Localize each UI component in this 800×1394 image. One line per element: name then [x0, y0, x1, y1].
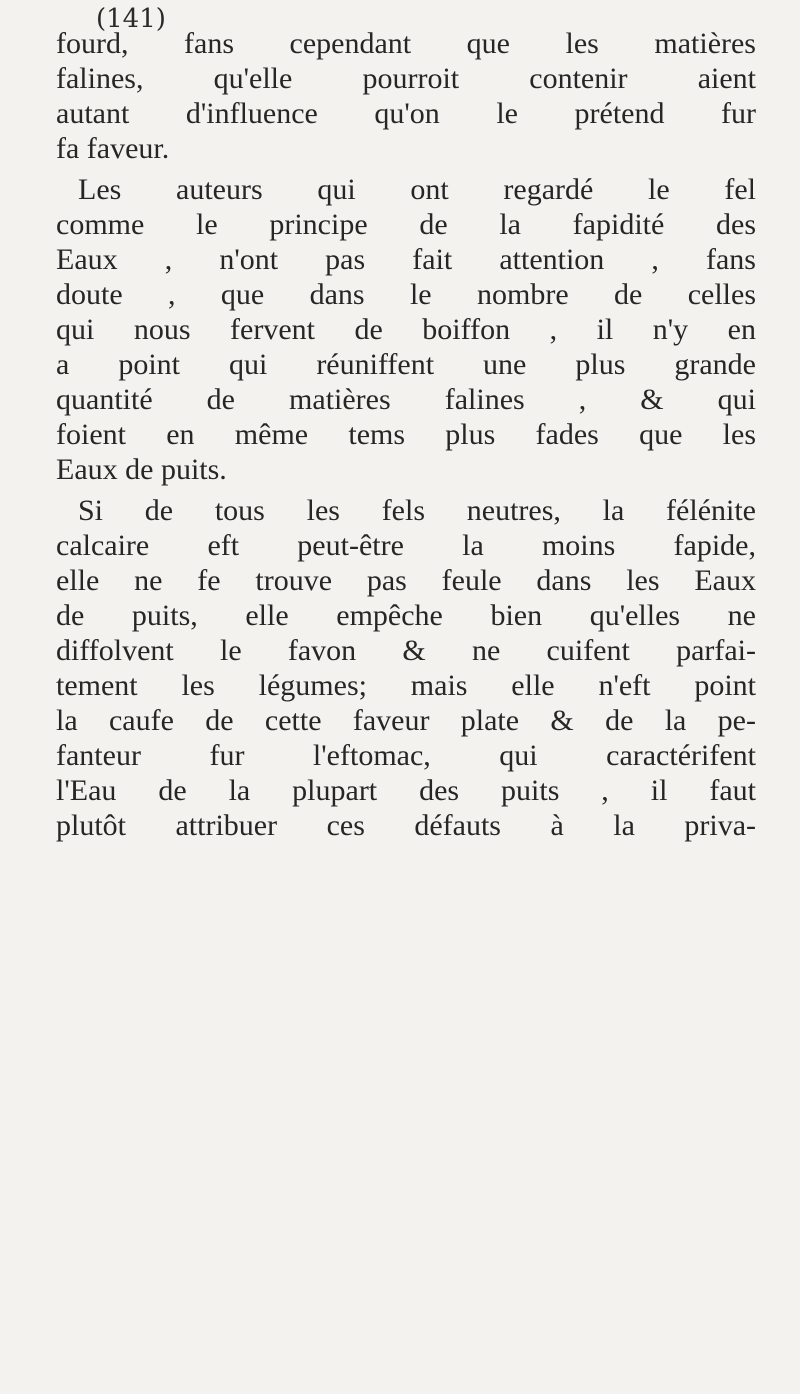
text-line: elle ne fe trouve pas feule dans les Eaux	[56, 564, 756, 597]
text-line: l'Eau de la plupart des puits , il faut	[56, 774, 756, 807]
text-line: Si de tous les fels neutres, la félénite	[78, 494, 756, 527]
text-line: Eaux de puits.	[56, 453, 227, 486]
text-line: qui nous fervent de boiffon , il n'y en	[56, 313, 756, 346]
paragraph-3	[56, 493, 756, 843]
text-line: autant d'influence qu'on le prétend fur	[56, 97, 756, 130]
text-line: Eaux , n'ont pas fait attention , fans	[56, 243, 756, 276]
text-line: de puits, elle empêche bien qu'elles ne	[56, 599, 756, 632]
page-text	[56, 26, 756, 843]
text-line: tement les légumes; mais elle n'eft point	[56, 669, 756, 702]
paragraph-1	[56, 26, 756, 166]
text-line: fanteur fur l'eftomac, qui caractérifent	[56, 739, 756, 772]
text-line: quantité de matières falines , & qui	[56, 383, 756, 416]
page-number: (141)	[96, 4, 166, 34]
text-line: diffolvent le favon & ne cuifent parfai-	[56, 634, 756, 667]
text-line: fourd, fans cependant que les matières	[56, 27, 756, 60]
text-line: a point qui réuniffent une plus grande	[56, 348, 756, 381]
text-line: doute , que dans le nombre de celles	[56, 278, 756, 311]
text-line: fa faveur.	[56, 132, 170, 165]
text-line: Les auteurs qui ont regardé le fel	[78, 173, 756, 206]
text-line: comme le principe de la fapidité des	[56, 208, 756, 241]
text-line: calcaire eft peut-être la moins fapide,	[56, 529, 756, 562]
text-line: falines, qu'elle pourroit contenir aient	[56, 62, 756, 95]
text-line: foient en même tems plus fades que les	[56, 418, 756, 451]
paragraph-2	[56, 172, 756, 487]
text-line: la caufe de cette faveur plate & de la pe-	[56, 704, 756, 737]
text-line: plutôt attribuer ces défauts à la priva-	[56, 809, 756, 842]
